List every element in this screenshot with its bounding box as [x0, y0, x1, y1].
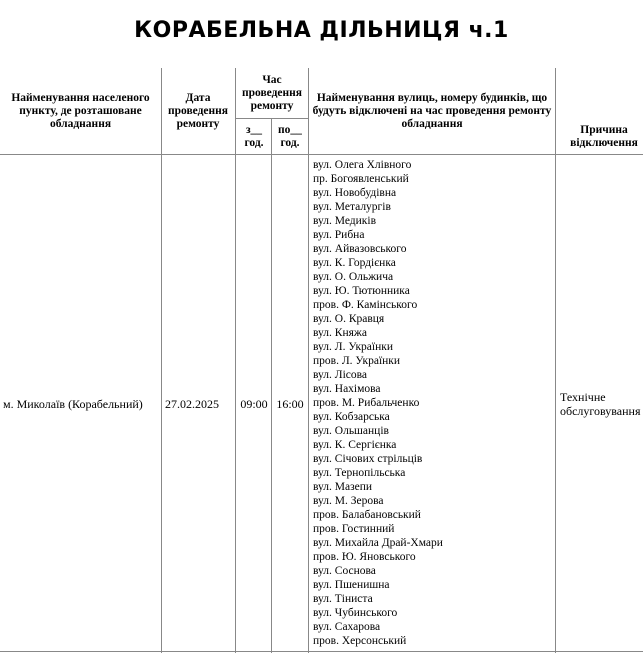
- street-item: пров. Ф. Камінського: [313, 299, 418, 311]
- street-item: вул. Рибна: [313, 229, 365, 241]
- street-item: вул. Тернопільська: [313, 467, 406, 479]
- street-item: вул. Нахімова: [313, 383, 381, 395]
- street-item: пров. Гостинний: [313, 523, 395, 535]
- header-time-from: з__ год.: [244, 124, 264, 149]
- street-item: вул. Металургів: [313, 201, 391, 213]
- street-item: пров. Херсонський: [313, 635, 407, 647]
- cell-settlement: м. Миколаїв (Корабельний): [3, 397, 143, 411]
- street-item: вул. Пшенишна: [313, 579, 390, 591]
- header-time: Час проведення ремонту: [241, 74, 303, 112]
- street-item: вул. Кобзарська: [313, 411, 390, 423]
- table-border: [555, 68, 556, 653]
- street-item: вул. Лісова: [313, 369, 368, 381]
- street-item: пров. Балабановський: [313, 509, 421, 521]
- header-streets: Найменування вулиць, номеру будинків, що будуть відключені на час проведення ремонту обладнання: [312, 92, 552, 130]
- street-item: вул. Чубинського: [313, 607, 398, 619]
- table-border: [236, 118, 308, 119]
- street-item: вул. К. Сергієнка: [313, 439, 397, 451]
- table-border: [0, 154, 643, 155]
- table-border: [308, 68, 309, 653]
- street-item: вул. О. Ольжича: [313, 271, 394, 283]
- street-item: вул. Княжа: [313, 327, 367, 339]
- header-reason: Причина відключення: [570, 124, 638, 149]
- street-item: вул. Л. Українки: [313, 341, 393, 353]
- table-border: [0, 651, 643, 652]
- header-time-to: по__ год.: [278, 124, 302, 149]
- street-item: вул. М. Зерова: [313, 495, 384, 507]
- street-item: вул. Тіниста: [313, 593, 373, 605]
- street-item: вул. Медиків: [313, 215, 377, 227]
- header-settlement: Найменування населеного пункту, де розташоване обладнання: [11, 92, 150, 130]
- cell-time-to: 16:00: [276, 397, 304, 411]
- street-list: [313, 158, 443, 648]
- street-item: вул. Соснова: [313, 565, 376, 577]
- street-item: пров. Л. Українки: [313, 355, 401, 367]
- street-item: вул. Айвазовського: [313, 243, 407, 255]
- header-date: Дата проведення ремонту: [167, 92, 229, 130]
- street-item: вул. К. Гордієнка: [313, 257, 396, 269]
- cell-time-from: 09:00: [240, 397, 268, 411]
- cell-date: 27.02.2025: [165, 397, 219, 411]
- table-border: [235, 68, 236, 653]
- street-item: вул. Михайла Драй-Хмари: [313, 537, 443, 549]
- street-item: вул. Мазепи: [313, 481, 373, 493]
- street-item: пров. М. Рибальченко: [313, 397, 420, 409]
- street-item: пров. Ю. Яновського: [313, 551, 416, 563]
- cell-reason: Технічне обслуговування: [560, 390, 641, 418]
- street-item: вул. Сахарова: [313, 621, 381, 633]
- street-item: пр. Богоявленський: [313, 173, 409, 185]
- street-item: вул. О. Кравця: [313, 313, 385, 325]
- table-border: [271, 118, 272, 653]
- page-title: КОРАБЕЛЬНА ДІЛЬНИЦЯ ч.1: [134, 18, 509, 43]
- street-item: вул. Олега Хлівного: [313, 159, 412, 171]
- street-item: вул. Ольшанців: [313, 425, 389, 437]
- street-item: вул. Січових стрільців: [313, 453, 423, 465]
- table-border: [161, 68, 162, 653]
- street-item: вул. Ю. Тютюнника: [313, 285, 410, 297]
- street-item: вул. Новобудівна: [313, 187, 397, 199]
